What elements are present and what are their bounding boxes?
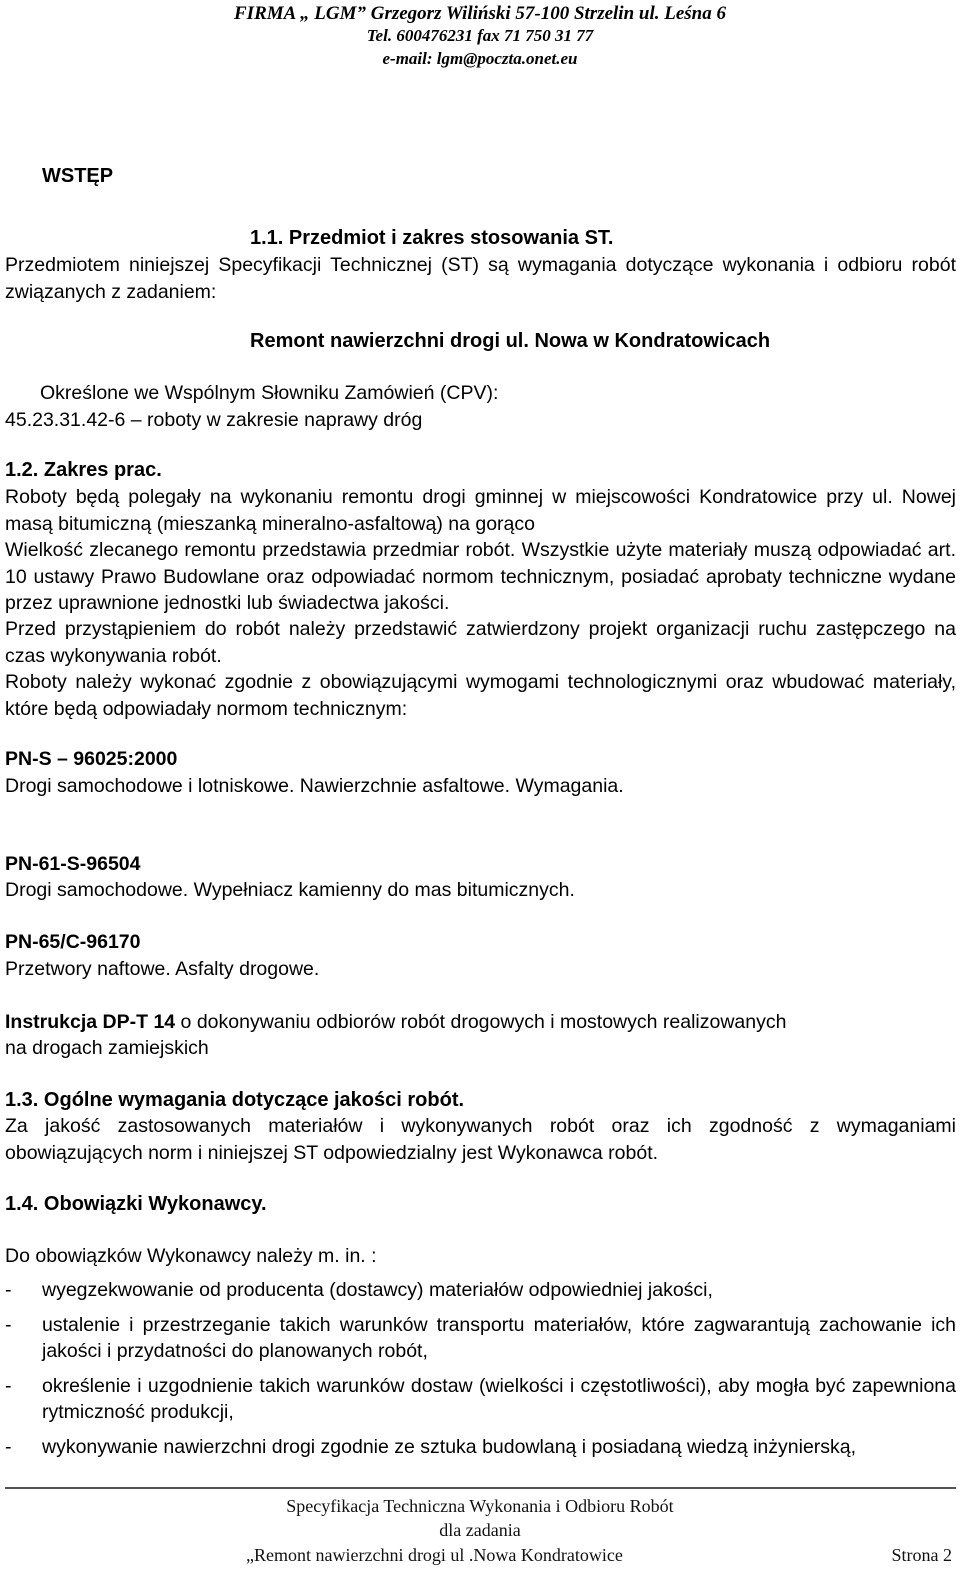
section-title-intro: WSTĘP bbox=[42, 165, 114, 187]
list-item-text: wykonywanie nawierzchni drogi zgodnie ze sztuka budowlaną i posiadaną wiedzą inżynierską, bbox=[42, 1435, 857, 1458]
cpv-code: 45.23.31.42-6 – roboty w zakresie naprawy dróg bbox=[5, 409, 423, 431]
paragraph-1-2-d: Roboty należy wykonać zgodnie z obowiązującymi wymogami technologicznymi oraz wbudować materiały, które będą odpowiadały normom technicznym: bbox=[5, 671, 956, 720]
cpv-label: Określone we Wspólnym Słowniku Zamówień (CPV): bbox=[40, 382, 499, 404]
heading-1-4: 1.4. Obowiązki Wykonawcy. bbox=[5, 1193, 267, 1215]
instruction-desc: o dokonywaniu odbiorów robót drogowych i mostowych realizowanych bbox=[175, 1011, 787, 1033]
list-item bbox=[5, 1434, 956, 1461]
standard-desc: Drogi samochodowe i lotniskowe. Nawierzchnie asfaltowe. Wymagania. bbox=[5, 775, 624, 797]
footer-task-name: „Remont nawierzchni drogi ul .Nowa Kondratowice bbox=[246, 1545, 623, 1565]
duties-intro: Do obowiązków Wykonawcy należy m. in. : bbox=[5, 1245, 377, 1267]
instruction-code: Instrukcja DP-T 14 bbox=[5, 1011, 176, 1033]
list-item bbox=[5, 1312, 956, 1365]
list-item-text: wyegzekwowanie od producenta (dostawcy) materiałów odpowiedniej jakości, bbox=[42, 1279, 713, 1301]
standard-code: PN-S – 96025:2000 bbox=[5, 748, 178, 770]
paragraph-1-2-b: Wielkość zlecanego remontu przedstawia przedmiar robót. Wszystkie użyte materiały muszą odpowiadać art. 10 ustawy Prawo Budowlane oraz odpowiadać normom technicznym, posiadać aprobaty techniczne wydane przez uprawnione jednostki lub świadectwa jakości. bbox=[5, 539, 956, 615]
list-bullet: - bbox=[5, 1313, 12, 1336]
standard-desc: Przetwory naftowe. Asfalty drogowe. bbox=[5, 958, 320, 980]
list-bullet: - bbox=[5, 1435, 12, 1458]
standard-code: PN-65/C-96170 bbox=[5, 931, 141, 953]
paragraph-1-2-c: Przed przystąpieniem do robót należy przedstawić zatwierdzony projekt organizacji ruchu zastępczego na czas wykonywania robót. bbox=[5, 618, 956, 667]
list-bullet: - bbox=[5, 1279, 12, 1301]
company-header-phone: Tel. 600476231 fax 71 750 31 77 bbox=[366, 26, 594, 45]
paragraph-1-3: Za jakość zastosowanych materiałów i wykonywanych robót oraz ich zgodność z wymaganiami obowiązujących norm i niniejszej ST odpowiedzialny jest Wykonawca robót. bbox=[5, 1115, 956, 1164]
company-header-email: e-mail: lgm@poczta.onet.eu bbox=[382, 49, 578, 68]
instruction-line-2: na drogach zamiejskich bbox=[5, 1037, 209, 1059]
footer-divider bbox=[5, 1487, 956, 1489]
footer-spec-title: Specyfikacja Techniczna Wykonania i Odbioru Robót bbox=[286, 1496, 674, 1516]
list-item-text: ustalenie i przestrzeganie takich warunków transportu materiałów, które zagwarantują zachowanie ich jakości i przydatności do planowanych robót, bbox=[42, 1313, 956, 1363]
list-item bbox=[5, 1277, 956, 1304]
standard-desc: Drogi samochodowe. Wypełniacz kamienny do mas bitumicznych. bbox=[5, 879, 575, 901]
heading-1-2: 1.2. Zakres prac. bbox=[5, 459, 162, 481]
list-bullet: - bbox=[5, 1374, 12, 1397]
task-title: Remont nawierzchni drogi ul. Nowa w Kondratowicach bbox=[250, 330, 771, 352]
list-item bbox=[5, 1373, 956, 1426]
company-header-name: FIRMA „ LGM” Grzegorz Wiliński 57-100 Strzelin ul. Leśna 6 bbox=[234, 3, 726, 24]
list-item-text: określenie i uzgodnienie takich warunków dostaw (wielkości i częstotliwości), aby mogła być zapewniona rytmiczność produkcji, bbox=[42, 1374, 956, 1424]
paragraph-1-1: Przedmiotem niniejszej Specyfikacji Technicznej (ST) są wymagania dotyczące wykonania i odbioru robót związanych z zadaniem: bbox=[5, 254, 956, 303]
duties-list bbox=[5, 1277, 956, 1461]
page-number: Strona 2 bbox=[891, 1545, 952, 1565]
footer-task-label: dla zadania bbox=[439, 1520, 521, 1540]
standard-code: PN-61-S-96504 bbox=[5, 853, 141, 875]
heading-1-3: 1.3. Ogólne wymagania dotyczące jakości robót. bbox=[5, 1089, 465, 1111]
paragraph-1-2-a: Roboty będą polegały na wykonaniu remontu drogi gminnej w miejscowości Kondratowice przy ul. Nowej masą bitumiczną (mieszanką mineralno-asfaltową) na gorąco bbox=[5, 486, 956, 535]
instruction-line bbox=[5, 1009, 786, 1036]
heading-1-1: 1.1. Przedmiot i zakres stosowania ST. bbox=[250, 227, 614, 249]
